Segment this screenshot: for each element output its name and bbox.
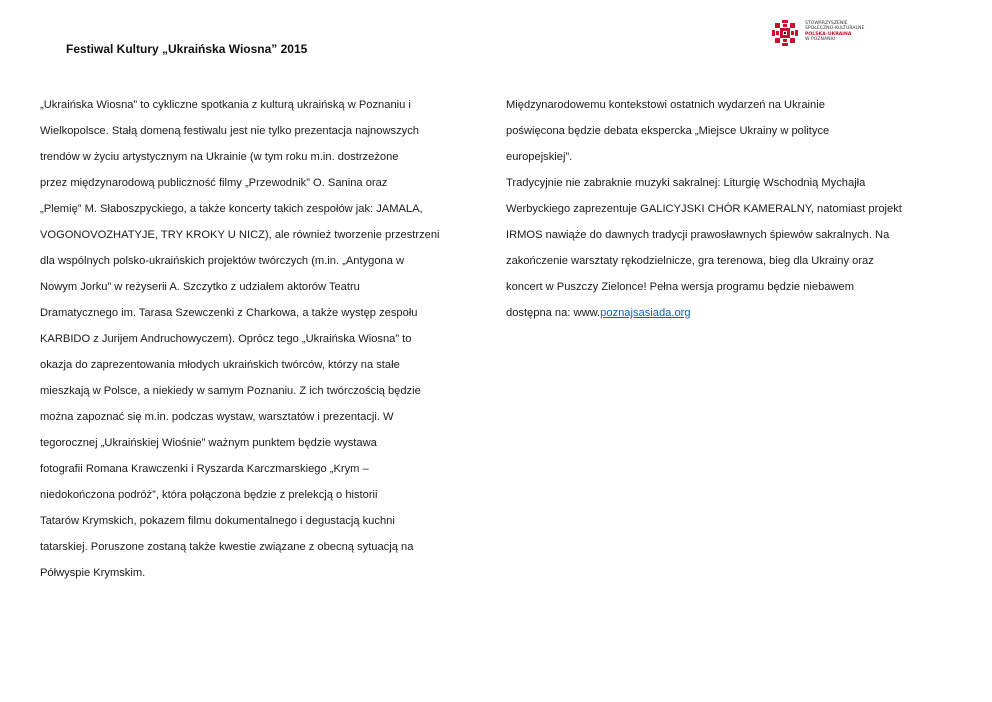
text-line: VOGONOVOZHATYJE, TRY KROKY U NICZ), ale również tworzenie przestrzeni (40, 229, 440, 241)
text-line: Wielkopolsce. Stałą domeną festiwalu jest nie tylko prezentacja najnowszych (40, 125, 419, 137)
link-prefix: dostępna na: www. (506, 307, 601, 319)
left-column-text (40, 92, 492, 586)
right-column-text (506, 92, 958, 326)
text-line: Tatarów Krymskich, pokazem filmu dokumentalnego i degustacją kuchni (40, 515, 395, 527)
text-line: europejskiej”. (506, 151, 573, 163)
text-line: fotografii Romana Krawczenki i Ryszarda Karczmarskiego „Krym – (40, 463, 369, 475)
text-line: KARBIDO z Jurijem Andruchowyczem). Oprócz tego „Ukraińska Wiosna” to (40, 333, 412, 345)
text-line: tegorocznej „Ukraińskiej Wiośnie” ważnym punktem będzie wystawa (40, 437, 377, 449)
website-link[interactable]: poznajsasiada.org (600, 307, 691, 319)
text-line: przez międzynarodową publiczność filmy „Przewodnik” O. Sanina oraz (40, 177, 388, 189)
text-line-with-link (506, 300, 958, 326)
text-line: „Ukraińska Wiosna” to cykliczne spotkania z kulturą ukraińską w Poznaniu i (40, 99, 411, 111)
text-line: trendów w życiu artystycznym na Ukrainie (w tym roku m.in. dostrzeżone (40, 151, 399, 163)
logo-line-1: STOWARZYSZENIE (805, 21, 848, 26)
text-line: koncert w Puszczy Zielonce! Pełna wersja programu będzie niebawem (506, 281, 854, 293)
text-line: Nowym Jorku” w reżyserii A. Szczytko z udziałem aktorów Teatru (40, 281, 360, 293)
text-line: dla wspólnych polsko-ukraińskich projektów twórczych (m.in. „Antygona w (40, 255, 405, 267)
text-line: zakończenie warsztaty rękodzielnicze, gra terenowa, bieg dla Ukrainy oraz (506, 255, 874, 267)
document-title: Festiwal Kultury „Ukraińska Wiosna” 2015 (66, 42, 308, 56)
text-line: Dramatycznego im. Tarasa Szewczenki z Charkowa, a także występ zespołu (40, 307, 418, 319)
logo-line-3: POLSKA–UKRAINA (805, 31, 852, 37)
ornament-logo-icon (772, 20, 798, 46)
text-line: Werbyckiego zaprezentuje GALICYJSKI CHÓR KAMERALNY, natomiast projekt (506, 203, 902, 215)
logo-line-2: SPOŁECZNO-KULTURALNE (805, 26, 865, 32)
text-line: poświęcona będzie debata ekspercka „Miejsce Ukrainy w polityce (506, 125, 830, 137)
text-line: niedokończona podróż”, która połączona będzie z prelekcją o historii (40, 489, 378, 501)
text-line: mieszkają w Polsce, a niekiedy w samym Poznaniu. Z ich twórczością będzie (40, 385, 421, 397)
logo-line-4: W POZNANIU (805, 36, 836, 42)
text-line: Międzynarodowemu kontekstowi ostatnich wydarzeń na Ukrainie (506, 99, 825, 111)
text-line: Tradycyjnie nie zabraknie muzyki sakralnej: Liturgię Wschodnią Mychajła (506, 177, 866, 189)
text-line: tatarskiej. Poruszone zostaną także kwestie związane z obecną sytuacją na (40, 541, 414, 553)
organization-logo (772, 20, 864, 46)
text-line: można zapoznać się m.in. podczas wystaw, warsztatów i prezentacji. W (40, 411, 394, 423)
text-line: Półwyspie Krymskim. (40, 567, 146, 579)
text-line: IRMOS nawiąże do dawnych tradycji prawosławnych śpiewów sakralnych. Na (506, 229, 890, 241)
logo-text (805, 21, 864, 42)
text-line: okazja do zaprezentowania młodych ukraińskich twórców, którzy na stałe (40, 359, 400, 371)
text-line: „Plemię” M. Słaboszpyckiego, a także koncerty takich zespołów jak: JAMALA, (40, 203, 423, 215)
